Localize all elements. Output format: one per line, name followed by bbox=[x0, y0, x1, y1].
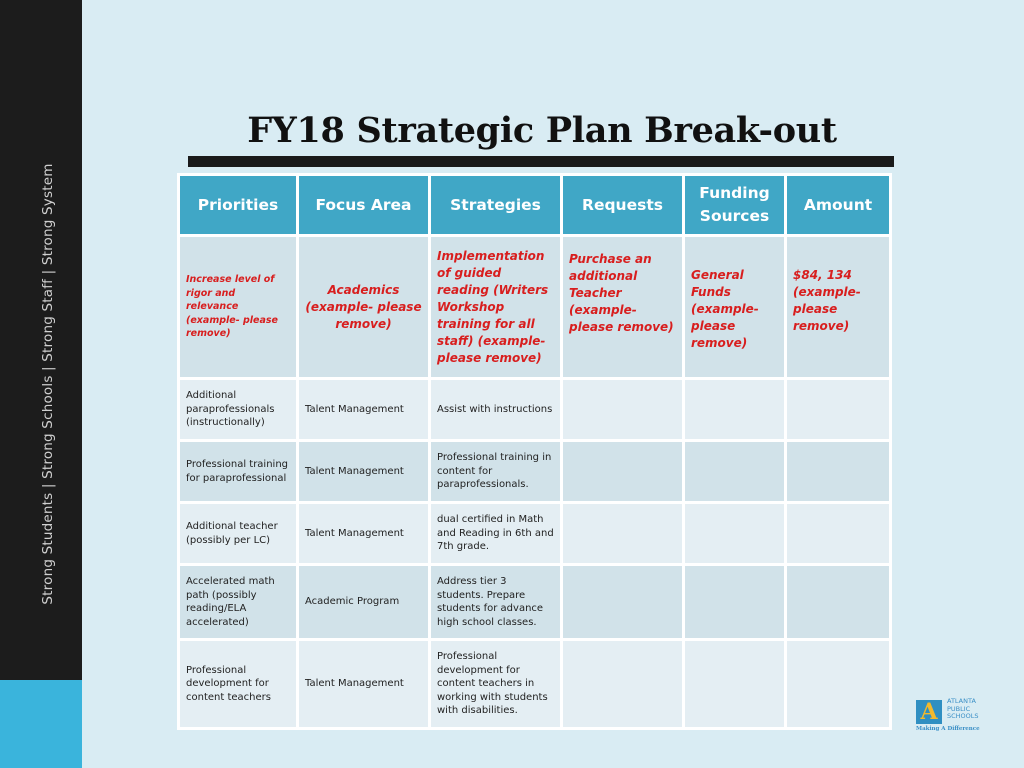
priority-cell: Professional training for paraprofessional bbox=[179, 441, 298, 503]
funding-source-cell bbox=[684, 640, 786, 729]
table-header-row bbox=[179, 175, 891, 236]
amount-cell bbox=[786, 565, 891, 640]
table-row bbox=[179, 441, 891, 503]
focus-area-cell: Talent Management bbox=[298, 503, 430, 565]
strategy-cell: Implementation of guided reading (Writers Workshop training for all staff) (example- please remove) bbox=[430, 236, 562, 379]
logo-line-3: SCHOOLS bbox=[947, 712, 979, 720]
page-title: FY18 Strategic Plan Break-out bbox=[247, 110, 837, 151]
funding-source-cell bbox=[684, 503, 786, 565]
header-requests: Requests bbox=[562, 175, 684, 236]
table-row bbox=[179, 565, 891, 640]
sidebar-accent-block bbox=[0, 680, 82, 768]
amount-cell bbox=[786, 640, 891, 729]
amount-cell bbox=[786, 441, 891, 503]
header-amount: Amount bbox=[786, 175, 891, 236]
focus-area-cell: Academics (example- please remove) bbox=[298, 236, 430, 379]
funding-source-cell bbox=[684, 379, 786, 441]
table-row bbox=[179, 379, 891, 441]
strategy-cell: Professional development for content teachers in working with students with disabilities. bbox=[430, 640, 562, 729]
request-cell bbox=[562, 503, 684, 565]
table-row bbox=[179, 236, 891, 379]
strategy-cell: Address tier 3 students. Prepare students for advance high school classes. bbox=[430, 565, 562, 640]
strategy-cell: Assist with instructions bbox=[430, 379, 562, 441]
header-priorities: Priorities bbox=[179, 175, 298, 236]
priority-cell: Additional teacher (possibly per LC) bbox=[179, 503, 298, 565]
logo-line-2: PUBLIC bbox=[947, 704, 971, 713]
logo-letter-mark: A bbox=[916, 700, 942, 724]
focus-area-cell: Talent Management bbox=[298, 379, 430, 441]
request-cell bbox=[562, 640, 684, 729]
sidebar-tagline: Strong Students | Strong Schools | Strong Staff | Strong System bbox=[40, 163, 56, 605]
header-funding-sources: Funding Sources bbox=[684, 175, 786, 236]
strategy-cell: dual certified in Math and Reading in 6th and 7th grade. bbox=[430, 503, 562, 565]
request-cell: Purchase an additional Teacher (example- please remove) bbox=[562, 236, 684, 379]
priority-cell: Professional development for content teachers bbox=[179, 640, 298, 729]
strategic-plan-table bbox=[177, 173, 892, 730]
focus-area-cell: Talent Management bbox=[298, 640, 430, 729]
priority-cell: Increase level of rigor and relevance (example- please remove) bbox=[179, 236, 298, 379]
request-cell bbox=[562, 565, 684, 640]
priority-cell: Additional paraprofessionals (instructionally) bbox=[179, 379, 298, 441]
header-focus-area: Focus Area bbox=[298, 175, 430, 236]
funding-source-cell: General Funds (example- please remove) bbox=[684, 236, 786, 379]
atlanta-public-schools-logo bbox=[916, 698, 988, 734]
title-underline bbox=[188, 156, 894, 167]
request-cell bbox=[562, 441, 684, 503]
focus-area-cell: Talent Management bbox=[298, 441, 430, 503]
table-row bbox=[179, 640, 891, 729]
header-strategies: Strategies bbox=[430, 175, 562, 236]
funding-source-cell bbox=[684, 565, 786, 640]
priority-cell: Accelerated math path (possibly reading/ELA accelerated) bbox=[179, 565, 298, 640]
logo-wordmark bbox=[947, 698, 979, 721]
request-cell bbox=[562, 379, 684, 441]
logo-line-1: ATLANTA bbox=[947, 697, 976, 705]
amount-cell bbox=[786, 379, 891, 441]
table-row bbox=[179, 503, 891, 565]
amount-cell bbox=[786, 503, 891, 565]
logo-tagline: Making A Difference bbox=[916, 726, 980, 732]
focus-area-cell: Academic Program bbox=[298, 565, 430, 640]
funding-source-cell bbox=[684, 441, 786, 503]
strategy-cell: Professional training in content for paraprofessionals. bbox=[430, 441, 562, 503]
amount-cell: $84, 134 (example- please remove) bbox=[786, 236, 891, 379]
